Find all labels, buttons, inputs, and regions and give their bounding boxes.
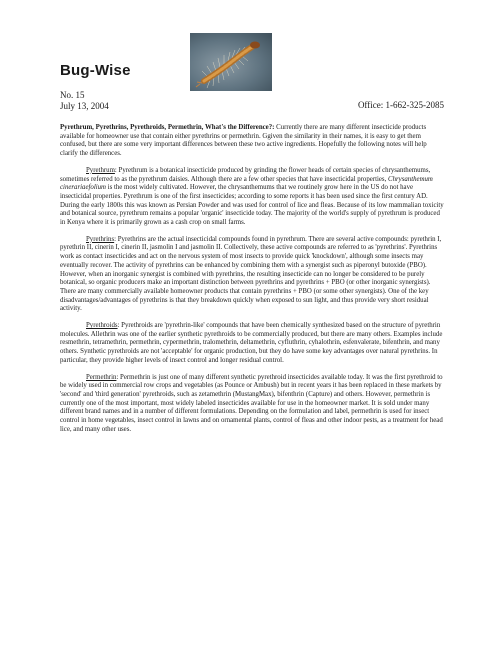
issue-info [60, 90, 109, 111]
office-phone: Office: 1-662-325-2085 [357, 100, 444, 110]
pyrethroids-text: : Pyrethroids are 'pyrethrin-like' compounds that have been chemically synthesized based on the structure of pyrethrin molecules. Allethrin was one of the earlier synthetic pyrethroids to be commercially produced, but there are many others. Examples include resmethrin, tetramethrin, permethrin, cypermethrin, tralomethrin, deltamethrin, cyfluthrin, cyhalothrin, esfenvalerate, bifenthrin, and many others. Synthetic pyrethroids are not 'acceptable' for organic production, but they do have some key advantages over natural pyrethrins. In particular, they provide higher levels of insect control and longer residual control. [60, 322, 443, 364]
larva-illustration [190, 33, 272, 91]
issue-number: No. 15 [60, 90, 85, 100]
issue-date: July 13, 2004 [60, 100, 109, 111]
pyrethrum-heading: Pyrethrum [86, 166, 115, 174]
pyrethrum-paragraph [60, 167, 444, 228]
permethrin-text: : Permethrin is just one of many different synthetic pyrethroid insecticides available today. It was the first pyrethroid to be widely used in commercial row crops and vegetables (as Pounce or Ambush) but in recent years it has been replaced in these markets by 'second' and 'third generation' pyrethroids, such as zetamethrin (MustangMax), bifenthrin (Capture) and others. However, permethrin is currently one of the most important, most widely labeled insecticides available for use in the homeowner market. It is sold under many different brand names and in a number of different formulations. Depending on the formulation and label, permethrin is used for insect control in home vegetables, insect control in lawns and on ornamental plants, control of fleas and other indoor pests, as a treatment for head lice, and many other uses. [60, 373, 443, 433]
intro-text: Currently there are many different insecticide products available for homeowner use that contain either pyrethrins or permethrin. Ggiven the similarity in their names, it is easy to get them confused, but there are some very important differences between these two active ingredients. Hopefully the following notes will help clarify the differences. [60, 124, 427, 158]
mosquito-larva-photo [190, 33, 272, 91]
permethrin-heading: Permethrin [86, 373, 117, 381]
intro-paragraph [60, 124, 444, 159]
permethrin-paragraph [60, 374, 444, 435]
pyrethrum-text-b: is the most widely cultivated. However, the chrysanthemums that we routinely grow here in the US do not have insecticidal properties. Pyrethrum is one of the first insecticides; according to some reports it has been used since the first century AD. During the early 1800s this was known as Persian Powder and was used for control of lice and fleas. Because of its low mammalian toxicity and botanical source, pyrethrum remains a popular 'organic' insecticide today. The majority of the world's supply of pyrethrum is produced in Kenya where it is primarily grown as a cash crop on small farms. [60, 184, 444, 227]
pyrethrins-text: : Pyrethrins are the actual insecticidal compounds found in pyrethrum. There are several active compounds: pyrethrin I, pyrethrin II, cinerin I, cinerin II, jasmolin I and jasmolin II. Collectively, these active compounds are referred to as 'pyrethrins'. Pyrethrins work as contact insecticides and act on the nervous system of most insects to provide quick 'knockdown', although some insects may eventually recover. The activity of pyrethrins can be enhanced by combining them with a synergist such as piperonyl butoxide (PBO). However, when an inorganic synergist is combined with pyrethrins, the resulting insecticide can no longer be considered to be purely botanical, so organic producers make an important distinction between pyrethrins and pyrethrins + PBO (or other inorganic synergists). There are many commercially available homeowner products that contain pyrethrins + PBO (or some other synergists). One of the key disadvantages/advantages of pyrethrins is that they breakdown quickly when exposed to sun light, and thus provide very short residual activity. [60, 235, 442, 313]
pyrethroids-paragraph [60, 322, 444, 366]
pyrethrins-heading: Pyrethrins [86, 235, 115, 243]
intro-title: Pyrethrum, Pyrethrins, Pyrethroids, Permethrin, What's the Difference?: [60, 124, 275, 131]
pyrethroids-heading: Pyrethroids [86, 322, 118, 330]
pyrethrum-species: Chrysanthemum cinerariaefolium [60, 175, 433, 192]
pyrethrum-text-a: : Pyrethrum is a botanical insecticide produced by grinding the flower heads of certain species of chrysanthemums, sometimes referred to as the pyrethrum daisies. Although there are a few other species that have insecticidal properties, [60, 166, 431, 183]
article-body [60, 124, 444, 443]
pyrethrins-paragraph [60, 236, 444, 314]
newsletter-title: Bug-Wise [60, 62, 131, 79]
